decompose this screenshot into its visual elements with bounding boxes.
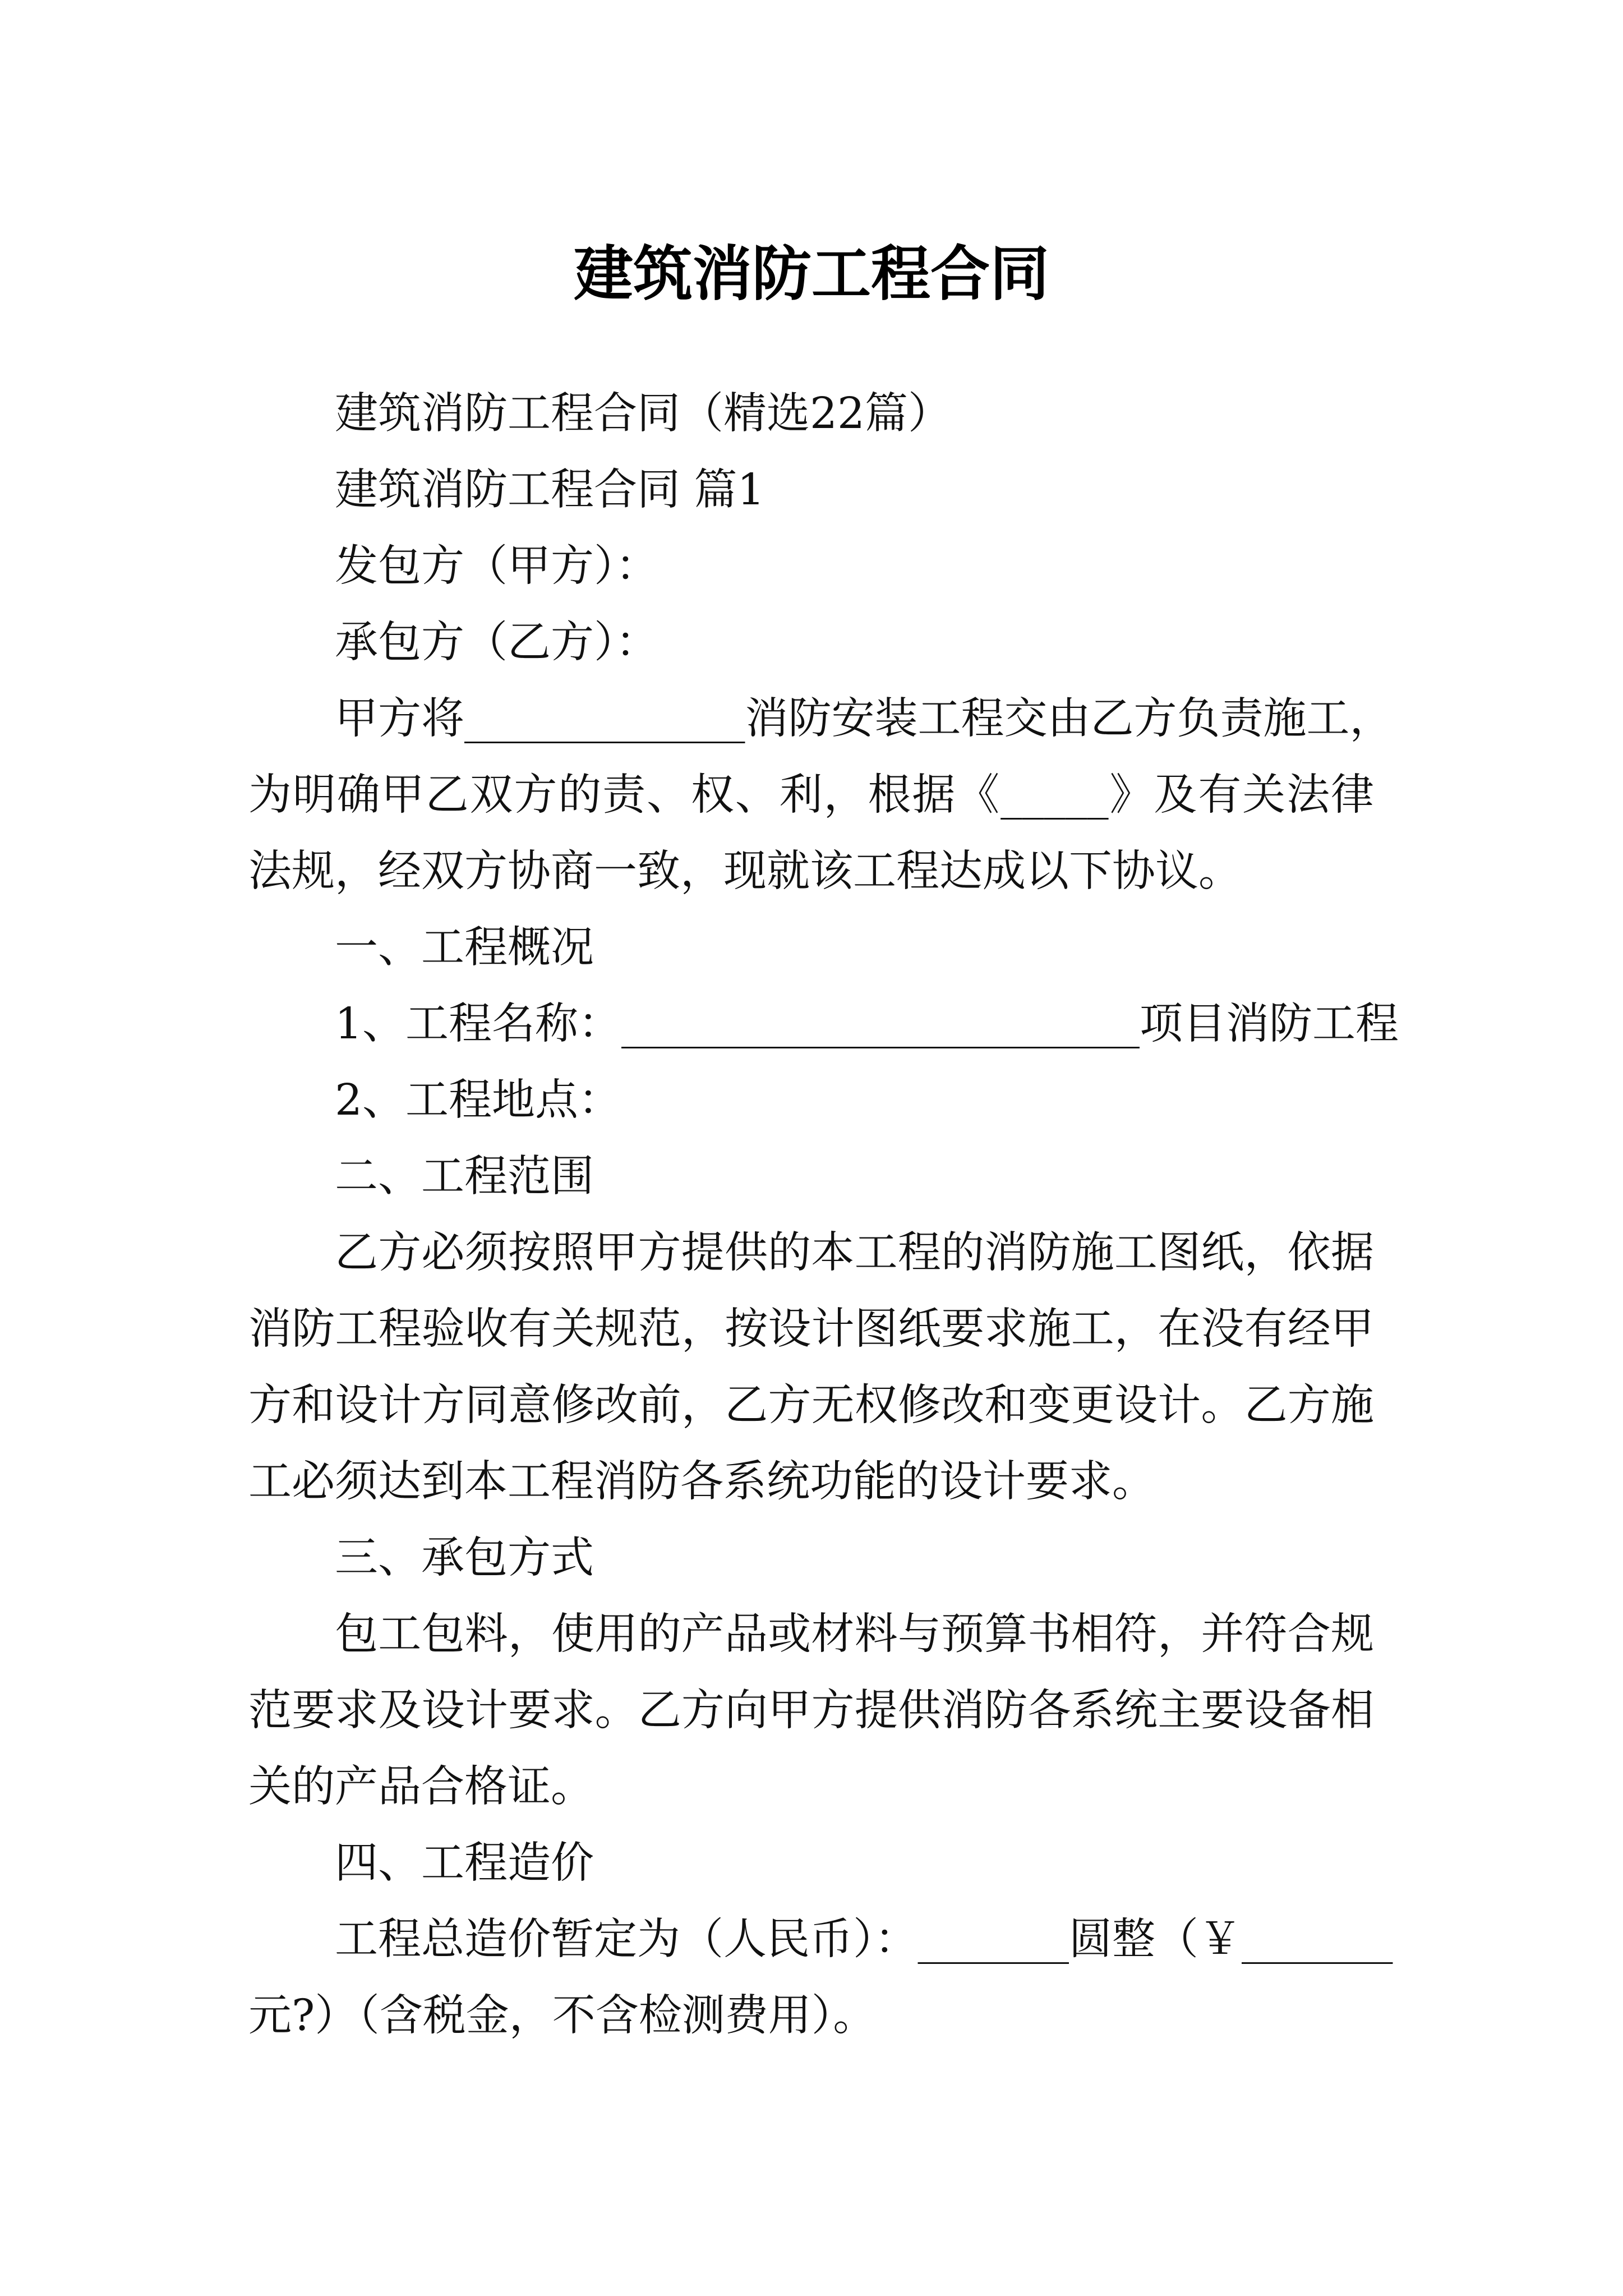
- paragraph-line: 工必须达到本工程消防各系统功能的设计要求。: [248, 1457, 1155, 1507]
- paragraph-line: 2、工程地点：: [335, 1075, 621, 1125]
- contracting-method-paragraph: [248, 1596, 1374, 1825]
- paragraph-line: 四、工程造价: [335, 1838, 594, 1888]
- paragraph-line: 乙方必须按照甲方提供的本工程的消防施工图纸，依据: [335, 1228, 1374, 1278]
- project-location-field: [248, 1062, 1374, 1139]
- paragraph-line: 方和设计方同意修改前，乙方无权修改和变更设计。乙方施: [248, 1381, 1374, 1430]
- paragraph-line: 为明确甲乙双方的责、权、利，根据《_____》及有关法律: [248, 770, 1374, 820]
- document-body: [248, 376, 1399, 2054]
- paragraph-line: 元?）（含税金，不含检测费用）。: [248, 1991, 877, 2041]
- section-heading-overview: [248, 910, 1374, 986]
- project-name-field: [248, 986, 1399, 1062]
- paragraph-line: 工程总造价暂定为（人民币）：_______圆整（￥_______: [335, 1915, 1393, 1964]
- price-paragraph: [248, 1902, 1393, 2054]
- collection-title: [248, 376, 1374, 452]
- paragraph-line: 建筑消防工程合同（精选22篇）: [335, 389, 951, 439]
- paragraph-line: 一、工程概况: [335, 923, 594, 973]
- paragraph-line: 包工包料，使用的产品或材料与预算书相符，并符合规: [335, 1609, 1374, 1659]
- document-title: 建筑消防工程合同: [574, 238, 1049, 309]
- paragraph-line: 发包方（甲方）：: [335, 541, 659, 591]
- section-heading-contracting-method: [248, 1520, 1374, 1596]
- section-heading-price: [248, 1825, 1374, 1902]
- scope-paragraph: [248, 1215, 1374, 1520]
- section-heading-scope: [248, 1139, 1374, 1215]
- contract-heading: [248, 452, 1374, 528]
- paragraph-line: 甲方将_____________消防安装工程交由乙方负责施工，: [335, 694, 1393, 744]
- paragraph-line: 建筑消防工程合同 篇1: [335, 465, 765, 515]
- employer-field: [248, 528, 1374, 605]
- paragraph-line: 1、工程名称：________________________项目消防工程: [335, 999, 1399, 1049]
- paragraph-line: 关的产品合格证。: [248, 1762, 594, 1812]
- paragraph-line: 二、工程范围: [335, 1152, 594, 1202]
- contractor-field: [248, 605, 1374, 681]
- paragraph-line: 范要求及设计要求。乙方向甲方提供消防各系统主要设备相: [248, 1686, 1374, 1736]
- paragraph-line: 消防工程验收有关规范，按设计图纸要求施工，在没有经甲: [248, 1304, 1374, 1354]
- paragraph-line: 法规，经双方协商一致，现就该工程达成以下协议。: [248, 846, 1242, 896]
- preamble-paragraph: [248, 681, 1393, 910]
- paragraph-line: 三、承包方式: [335, 1533, 594, 1583]
- paragraph-line: 承包方（乙方）：: [335, 618, 659, 668]
